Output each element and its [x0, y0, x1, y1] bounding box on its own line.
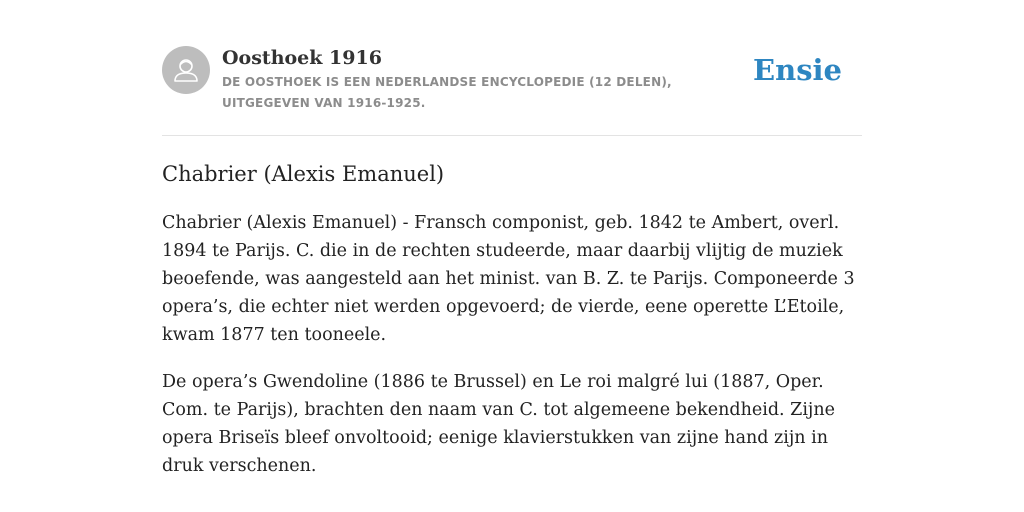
source-title[interactable]: Oosthoek 1916: [222, 47, 382, 69]
user-silhouette-icon: [162, 46, 210, 94]
article-title: Chabrier (Alexis Emanuel): [162, 162, 445, 186]
article-paragraph: De opera’s Gwendoline (1886 te Brussel) en Le roi malgré lui (1887, Oper. Com. te Parijs), brachten den naam van C. tot algemeene bekendheid. Zijne opera Briseïs bleef onvoltooid; eenige klavierstukken van zijne hand zijn in druk verschenen.: [162, 372, 835, 476]
article: [162, 158, 862, 499]
avatar[interactable]: [162, 46, 210, 94]
article-paragraph: Chabrier (Alexis Emanuel) - Fransch componist, geb. 1842 te Ambert, overl. 1894 te Parijs. C. die in de rechten studeerde, maar daarbij vlijtig de muziek beoefende, was aangesteld aan het minist. van B. Z. te Parijs. Componeerde 3 opera’s, die echter niet werden opgevoerd; de vierde, eene operette L’Etoile, kwam 1877 ten tooneele.: [162, 213, 855, 345]
brand-logo[interactable]: Ensie: [753, 53, 842, 87]
header-divider: [162, 135, 862, 136]
source-description: DE OOSTHOEK IS EEN NEDERLANDSE ENCYCLOPEDIE (12 DELEN), UITGEGEVEN VAN 1916-1925.: [222, 75, 672, 110]
